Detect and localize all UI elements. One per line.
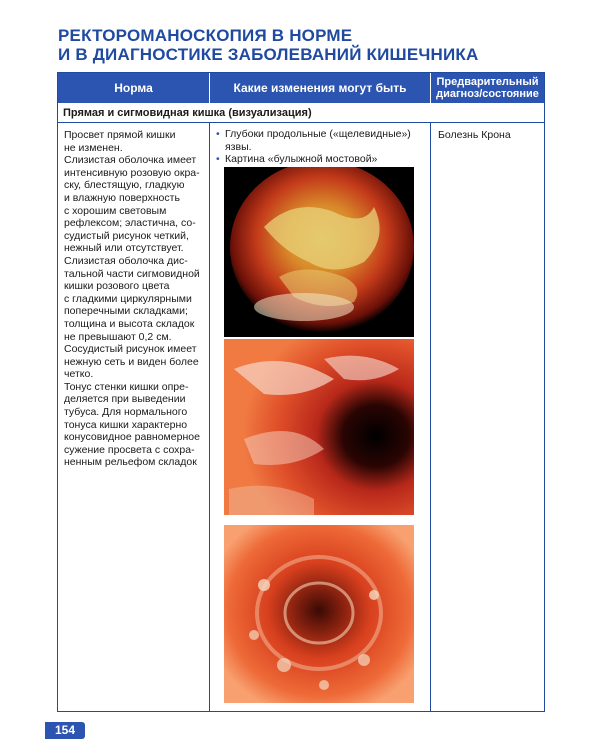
changes-list	[216, 128, 426, 166]
header-norm: Норма	[58, 73, 209, 103]
column-divider	[209, 123, 210, 711]
norm-description: Просвет прямой кишки не изменен. Слизистая оболочка имеет интенсивную розовую окра- ску, блестящую, гладкую и влажную поверхность с хорошим световым рефлексом; эластична, со- судистый рисунок четкий, нежный или отсутствует. Слизистая оболочка дис- тальной части сигмовидной кишки розового цвета с гладкими циркулярными поперечными складками; толщина и высота складок не превышают 0,2 см. Сосудистый рисунок имеет нежную сеть и виден более четко. Тонус стенки кишки опре- деляется при выведении тубуса. Для нормального тонуса кишки характерно конусовидное равномерное сужение просвета с сохра- ненным рельефом складок	[64, 129, 200, 469]
bullet-icon: •	[216, 128, 220, 140]
column-divider	[430, 123, 431, 711]
page-number: 154	[45, 722, 85, 739]
list-item	[216, 128, 426, 153]
page-title	[58, 26, 558, 64]
header-diagnosis	[431, 73, 544, 103]
header-diagnosis-line-1: Предварительный	[436, 76, 539, 88]
endoscopy-photo-2	[224, 339, 414, 515]
bullet-icon: •	[216, 153, 220, 166]
change-item-2: Картина «булыжной мостовой»	[225, 153, 378, 166]
header-diagnosis-line-2: диагноз/состояние	[436, 88, 539, 100]
title-line-1: РЕКТОРОМАНОСКОПИЯ В НОРМЕ	[58, 26, 353, 45]
findings-table	[57, 72, 545, 712]
change-item-1: Глубоки продольные («щелевидные») язвы.	[225, 128, 411, 153]
title-line-2: И В ДИАГНОСТИКЕ ЗАБОЛЕВАНИЙ КИШЕЧНИКА	[58, 45, 479, 64]
header-changes: Какие изменения могут быть	[210, 73, 430, 103]
section-title: Прямая и сигмовидная кишка (визуализация)	[58, 103, 544, 123]
list-item	[216, 153, 426, 166]
diagnosis-text: Болезнь Крона	[438, 129, 511, 141]
endoscopy-photo-1	[224, 167, 414, 337]
endoscopy-photo-3	[224, 525, 414, 703]
